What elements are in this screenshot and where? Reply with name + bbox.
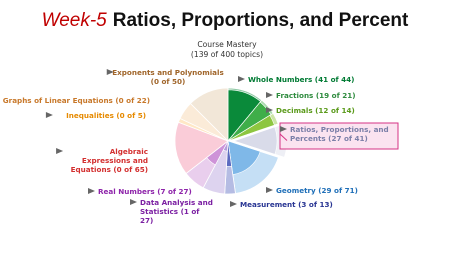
label-arrow-icon (130, 199, 137, 205)
label-arrow-icon (230, 201, 237, 207)
label-arrow-icon (266, 92, 273, 98)
slice-label-real-numbers[interactable]: Real Numbers (7 of 27) (98, 187, 192, 196)
slice-label-data-analysis-and-statistics[interactable]: Data Analysis and Statistics (1 of 27) (140, 198, 213, 225)
label-arrow-icon (56, 148, 63, 154)
slice-label-decimals[interactable]: Decimals (12 of 14) (276, 106, 355, 115)
label-arrow-icon (46, 112, 53, 118)
slice-label-graphs-of-linear-equations[interactable]: Graphs of Linear Equations (0 of 22) (2, 96, 150, 105)
slice-label-ratios-proportions-and-percents[interactable]: Ratios, Proportions, and Percents (27 of 41) (290, 125, 389, 143)
slide-title: Ratios, Proportions, and Percent (112, 10, 409, 31)
label-arrow-icon (88, 188, 95, 194)
slice-label-algebraic-expressions-and-equations[interactable]: Algebraic Expressions and Equations (0 of 65) (70, 147, 148, 174)
slice-label-exponents-and-polynomials[interactable]: Exponents and Polynomials (0 of 50) (112, 68, 224, 86)
chart-subtitle: (139 of 400 topics) (190, 50, 264, 59)
label-arrow-icon (266, 187, 273, 193)
slice-label-fractions[interactable]: Fractions (19 of 21) (276, 91, 356, 100)
slice-label-measurement[interactable]: Measurement (3 of 13) (240, 200, 333, 209)
label-arrow-icon (238, 76, 245, 82)
pie-slices (175, 88, 287, 194)
slice-label-inequalities[interactable]: Inequalities (0 of 5) (66, 111, 146, 120)
slice-label-whole-numbers[interactable]: Whole Numbers (41 of 44) (248, 75, 355, 84)
chart-title: Course Mastery (197, 40, 257, 49)
week-label: Week-5 (41, 10, 107, 31)
slice-label-geometry[interactable]: Geometry (29 of 71) (276, 186, 358, 195)
